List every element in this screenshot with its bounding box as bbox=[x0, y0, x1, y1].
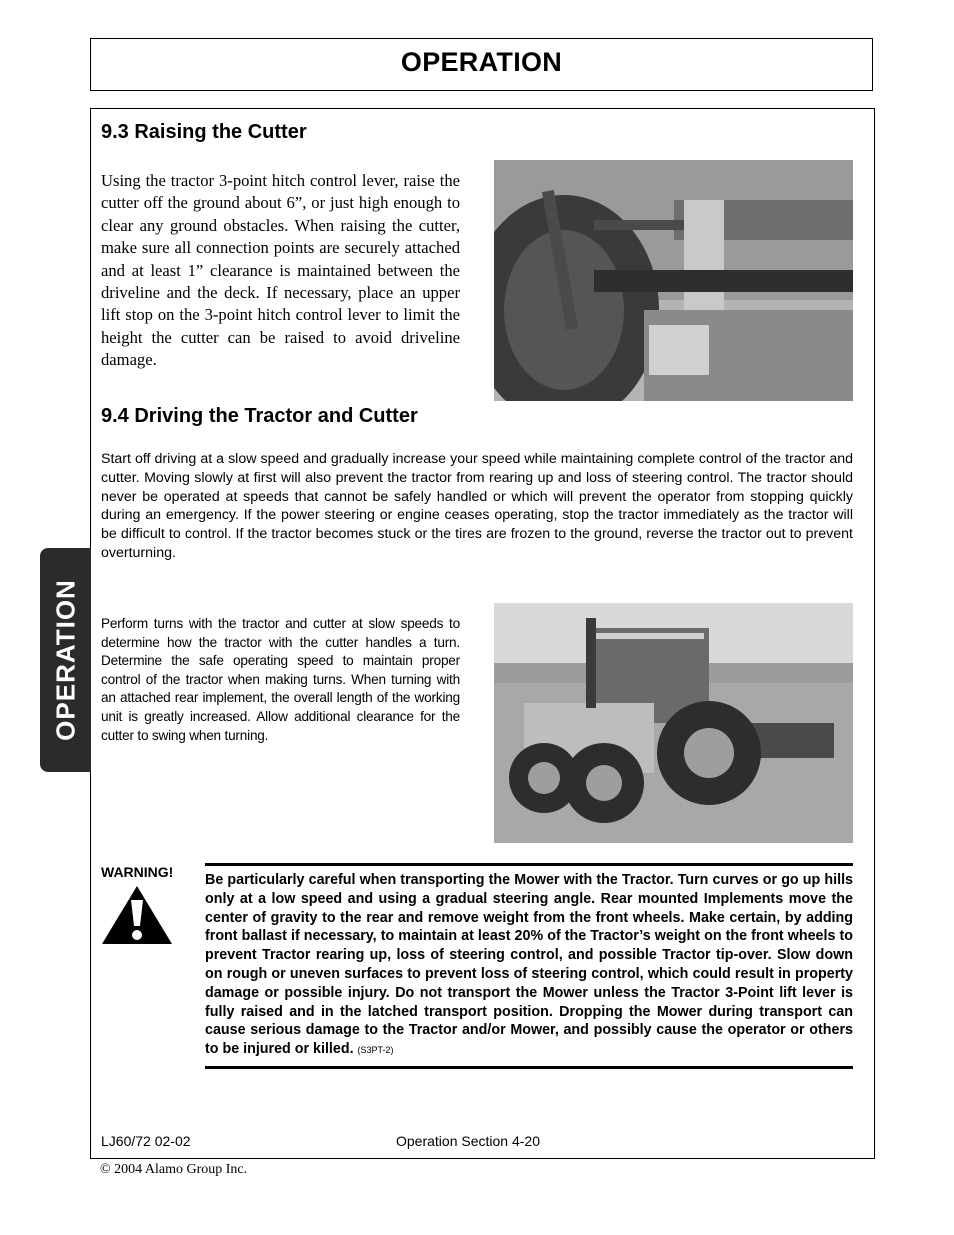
tractor-with-mower-photo bbox=[494, 603, 853, 843]
section-side-tab bbox=[40, 548, 91, 772]
warning-code: (S3PT-2) bbox=[357, 1045, 394, 1056]
warning-text-block bbox=[205, 871, 853, 1060]
hitch-driveline-illustration bbox=[494, 160, 853, 401]
warning-triangle-icon bbox=[100, 884, 174, 946]
warning-top-rule bbox=[205, 863, 853, 866]
section-heading-driving: 9.4 Driving the Tractor and Cutter bbox=[101, 405, 418, 427]
warning-bottom-rule bbox=[205, 1066, 853, 1069]
warning-label: WARNING! bbox=[101, 864, 174, 880]
footer-model: LJ60/72 02-02 bbox=[101, 1133, 191, 1149]
footer-copyright: © 2004 Alamo Group Inc. bbox=[100, 1162, 248, 1177]
driving-paragraph: Start off driving at a slow speed and gradually increase your speed while maintaining complete control of the tractor and cutter. Moving slowly at first will also prevent the tractor from rearing up and loss of steering control. The tractor should never be operated at speeds that cannot be safely handled or which will prevent the operator from stopping quickly during an emergency. If the power steering or engine ceases operating, stop the tractor immediately as the tractor will be difficult to control. If the tractor becomes stuck or the tires are frozen to the ground, reverse the tractor out to prevent overturning. bbox=[101, 451, 853, 561]
page-title: OPERATION bbox=[400, 47, 563, 77]
side-tab-label: OPERATION bbox=[50, 579, 80, 741]
turning-paragraph: Perform turns with the tractor and cutter at slow speeds to determine how the tractor with the cutter handles a turn. Determine the safe operating speed to maintain proper control of the tractor when making turns. When turning with an attached rear implement, the overall length of the working unit is greatly increased. Allow additional clearance for the cutter to swing when turning. bbox=[101, 616, 460, 743]
section-heading-raising-cutter: 9.3 Raising the Cutter bbox=[101, 121, 307, 143]
warning-text: Be particularly careful when transporting the Mower with the Tractor. Turn curves or go up hills only at a low speed and using a gradual steering angle. Rear mounted Implements move the center of gravity to the rear and remove weight from the front wheels. Make certain, by adding front ballast if necessary, to maintain at least 20% of the Tractor’s weight on the front wheels to prevent Tractor rearing up, loss of steering control, and possible Tractor tip-over. Slow down on rough or uneven surfaces to prevent loss of steering control, which could result in property damage or possible injury. Do not transport the Mower unless the Tractor 3-Point lift lever is fully raised and in the latched transport position. Dropping the Mower during transport can cause serious damage to the Tractor and/or Mower, and possibly cause the operator or others to be injured or killed. bbox=[205, 872, 853, 1058]
hitch-driveline-photo bbox=[494, 160, 853, 401]
raising-cutter-paragraph: Using the tractor 3-point hitch control lever, raise the cutter off the ground about 6”, or just high enough to clear any ground obstacles. When raising the cutter, make sure all connection points are securely attached and at least 1” clearance is maintained between the driveline and the deck. If necessary, place an upper lift stop on the 3-point hitch control lever to limit the height the cutter can be raised to avoid driveline damage. bbox=[101, 171, 460, 370]
footer-section: Operation Section 4-20 bbox=[396, 1133, 540, 1149]
page-header bbox=[90, 38, 873, 91]
tractor-illustration bbox=[494, 603, 853, 843]
